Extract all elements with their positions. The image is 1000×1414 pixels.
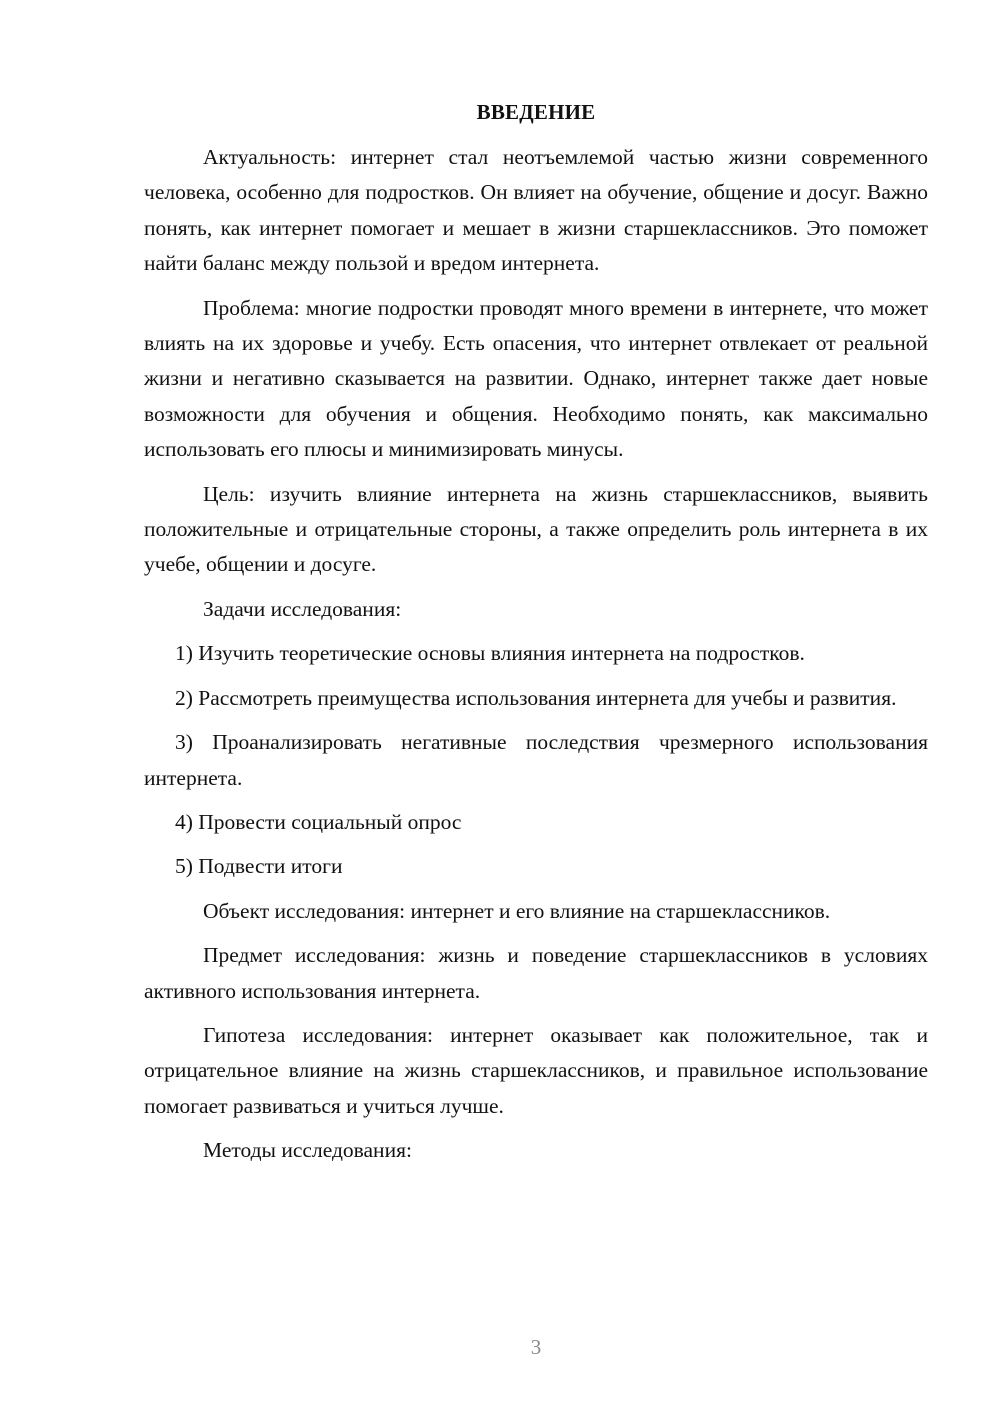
page-content (144, 96, 928, 1178)
object-paragraph: Объект исследования: интернет и его влияние на старшеклассников. (203, 898, 831, 923)
goal-paragraph: Цель: изучить влияние интернета на жизнь старшеклассников, выявить положительные и отрицательные стороны, а также определить роль интернета в их учебе, общении и досуге. (144, 481, 928, 577)
task-item-2: 2) Рассмотреть преимущества использования интернета для учебы и развития. (175, 685, 897, 710)
task-item-1: 1) Изучить теоретические основы влияния интернета на подростков. (175, 641, 805, 666)
problem-paragraph: Проблема: многие подростки проводят много времени в интернете, что может влиять на их здоровье и учебу. Есть опасения, что интернет отвлекает от реальной жизни и негативно сказывается на развитии. Однако, интернет также дает новые возможности для обучения и общения. Необходимо понять, как максимально использовать его плюсы и минимизировать минусы. (144, 295, 928, 462)
tasks-intro: Задачи исследования: (203, 596, 402, 621)
methods-paragraph: Методы исследования: (203, 1138, 412, 1163)
task-item-5: 5) Подвести итоги (175, 854, 343, 879)
hypothesis-paragraph: Гипотеза исследования: интернет оказывает как положительное, так и отрицательное влияние на жизнь старшеклассников, и правильное использование помогает развиваться и учиться лучше. (144, 1022, 928, 1118)
page-number: 3 (530, 1335, 542, 1359)
task-item-4: 4) Провести социальный опрос (175, 809, 462, 834)
subject-paragraph: Предмет исследования: жизнь и поведение старшеклассников в условиях активного использования интернета. (144, 943, 928, 1003)
section-heading: ВВЕДЕНИЕ (476, 100, 596, 124)
task-item-3: 3) Проанализировать негативные последствия чрезмерного использования интернета. (144, 730, 928, 790)
relevance-paragraph: Актуальность: интернет стал неотъемлемой частью жизни современного человека, особенно для подростков. Он влияет на обучение, общение и досуг. Важно понять, как интернет помогает и мешает в жизни старшеклассников. Это поможет найти баланс между пользой и вредом интернета. (144, 145, 928, 276)
